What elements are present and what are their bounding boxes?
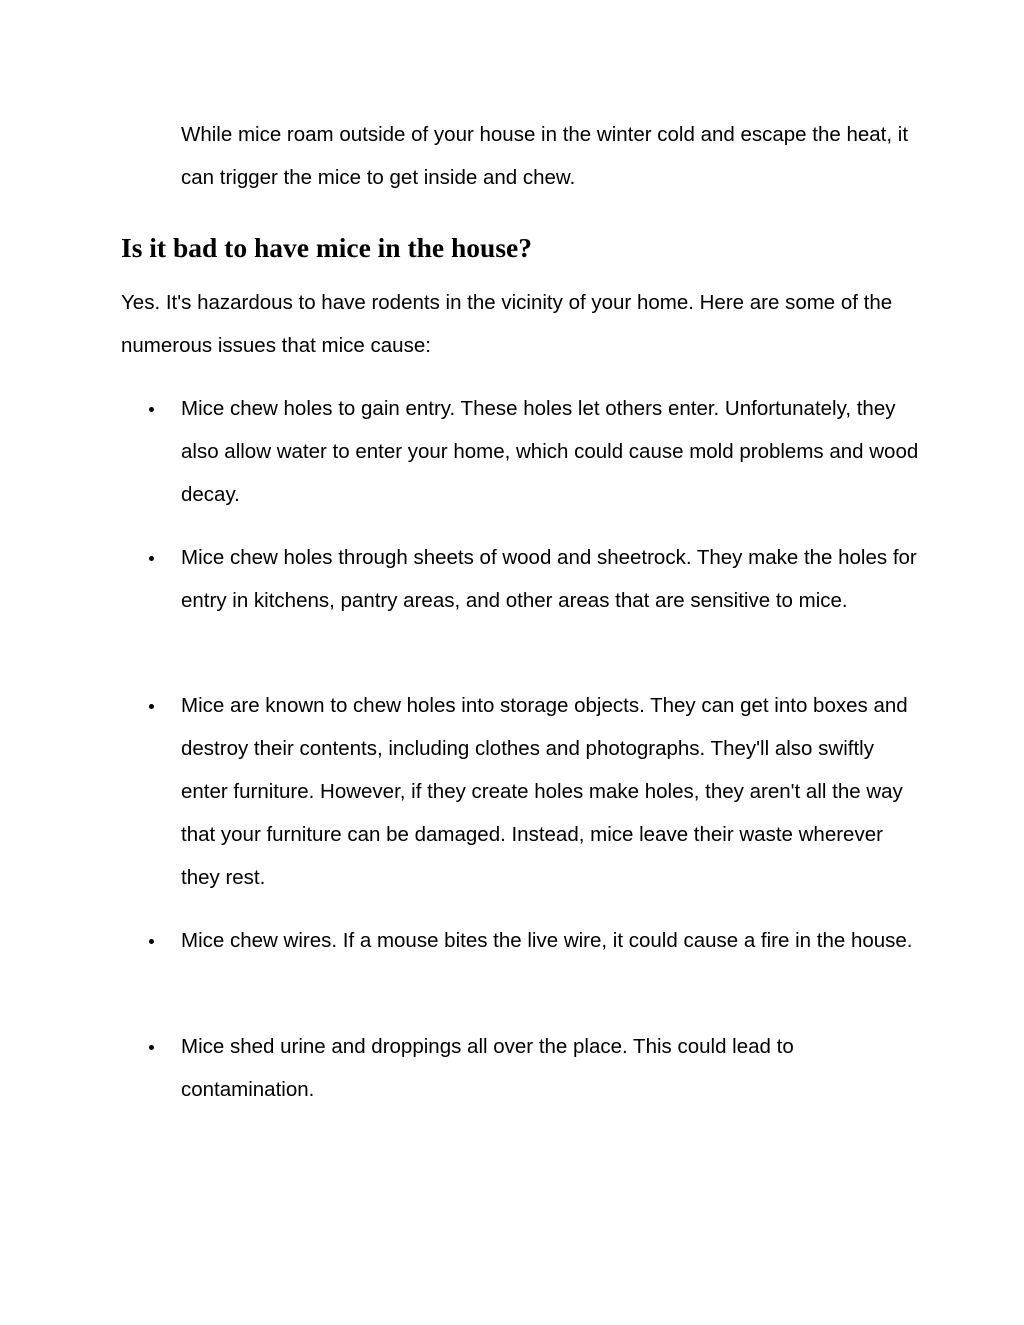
list-item-text: Mice chew wires. If a mouse bites the live wire, it could cause a fire in the house.	[181, 929, 913, 952]
bullet-icon	[149, 939, 154, 944]
bullet-icon	[149, 1045, 154, 1050]
list-item-text: Mice chew holes to gain entry. These holes let others enter. Unfortunately, they also allow water to enter your home, which could cause mold problems and wood decay.	[181, 397, 919, 506]
list-item	[181, 387, 921, 516]
list-item	[181, 684, 921, 899]
list-item-text: Mice chew holes through sheets of wood and sheetrock. They make the holes for entry in kitchens, pantry areas, and other areas that are sensitive to mice.	[181, 546, 917, 612]
list-item-text: Mice shed urine and droppings all over the place. This could lead to contamination.	[181, 1035, 794, 1101]
list-item-text: Mice are known to chew holes into storage objects. They can get into boxes and destroy their contents, including clothes and photographs. They'll also swiftly enter furniture. However, if they create holes make holes, they aren't all the way that your furniture can be damaged. Instead, mice leave their waste wherever they rest.	[181, 694, 908, 889]
list-item	[181, 536, 921, 622]
bullet-icon	[149, 704, 154, 709]
section-heading: Is it bad to have mice in the house?	[121, 232, 532, 263]
list-item	[181, 919, 921, 962]
list-item	[181, 1025, 921, 1111]
bullet-icon	[149, 407, 154, 412]
bullet-icon	[149, 556, 154, 561]
intro-paragraph: Yes. It's hazardous to have rodents in the vicinity of your home. Here are some of the numerous issues that mice cause:	[121, 291, 893, 357]
continued-paragraph: While mice roam outside of your house in the winter cold and escape the heat, it can trigger the mice to get inside and chew.	[181, 123, 909, 189]
